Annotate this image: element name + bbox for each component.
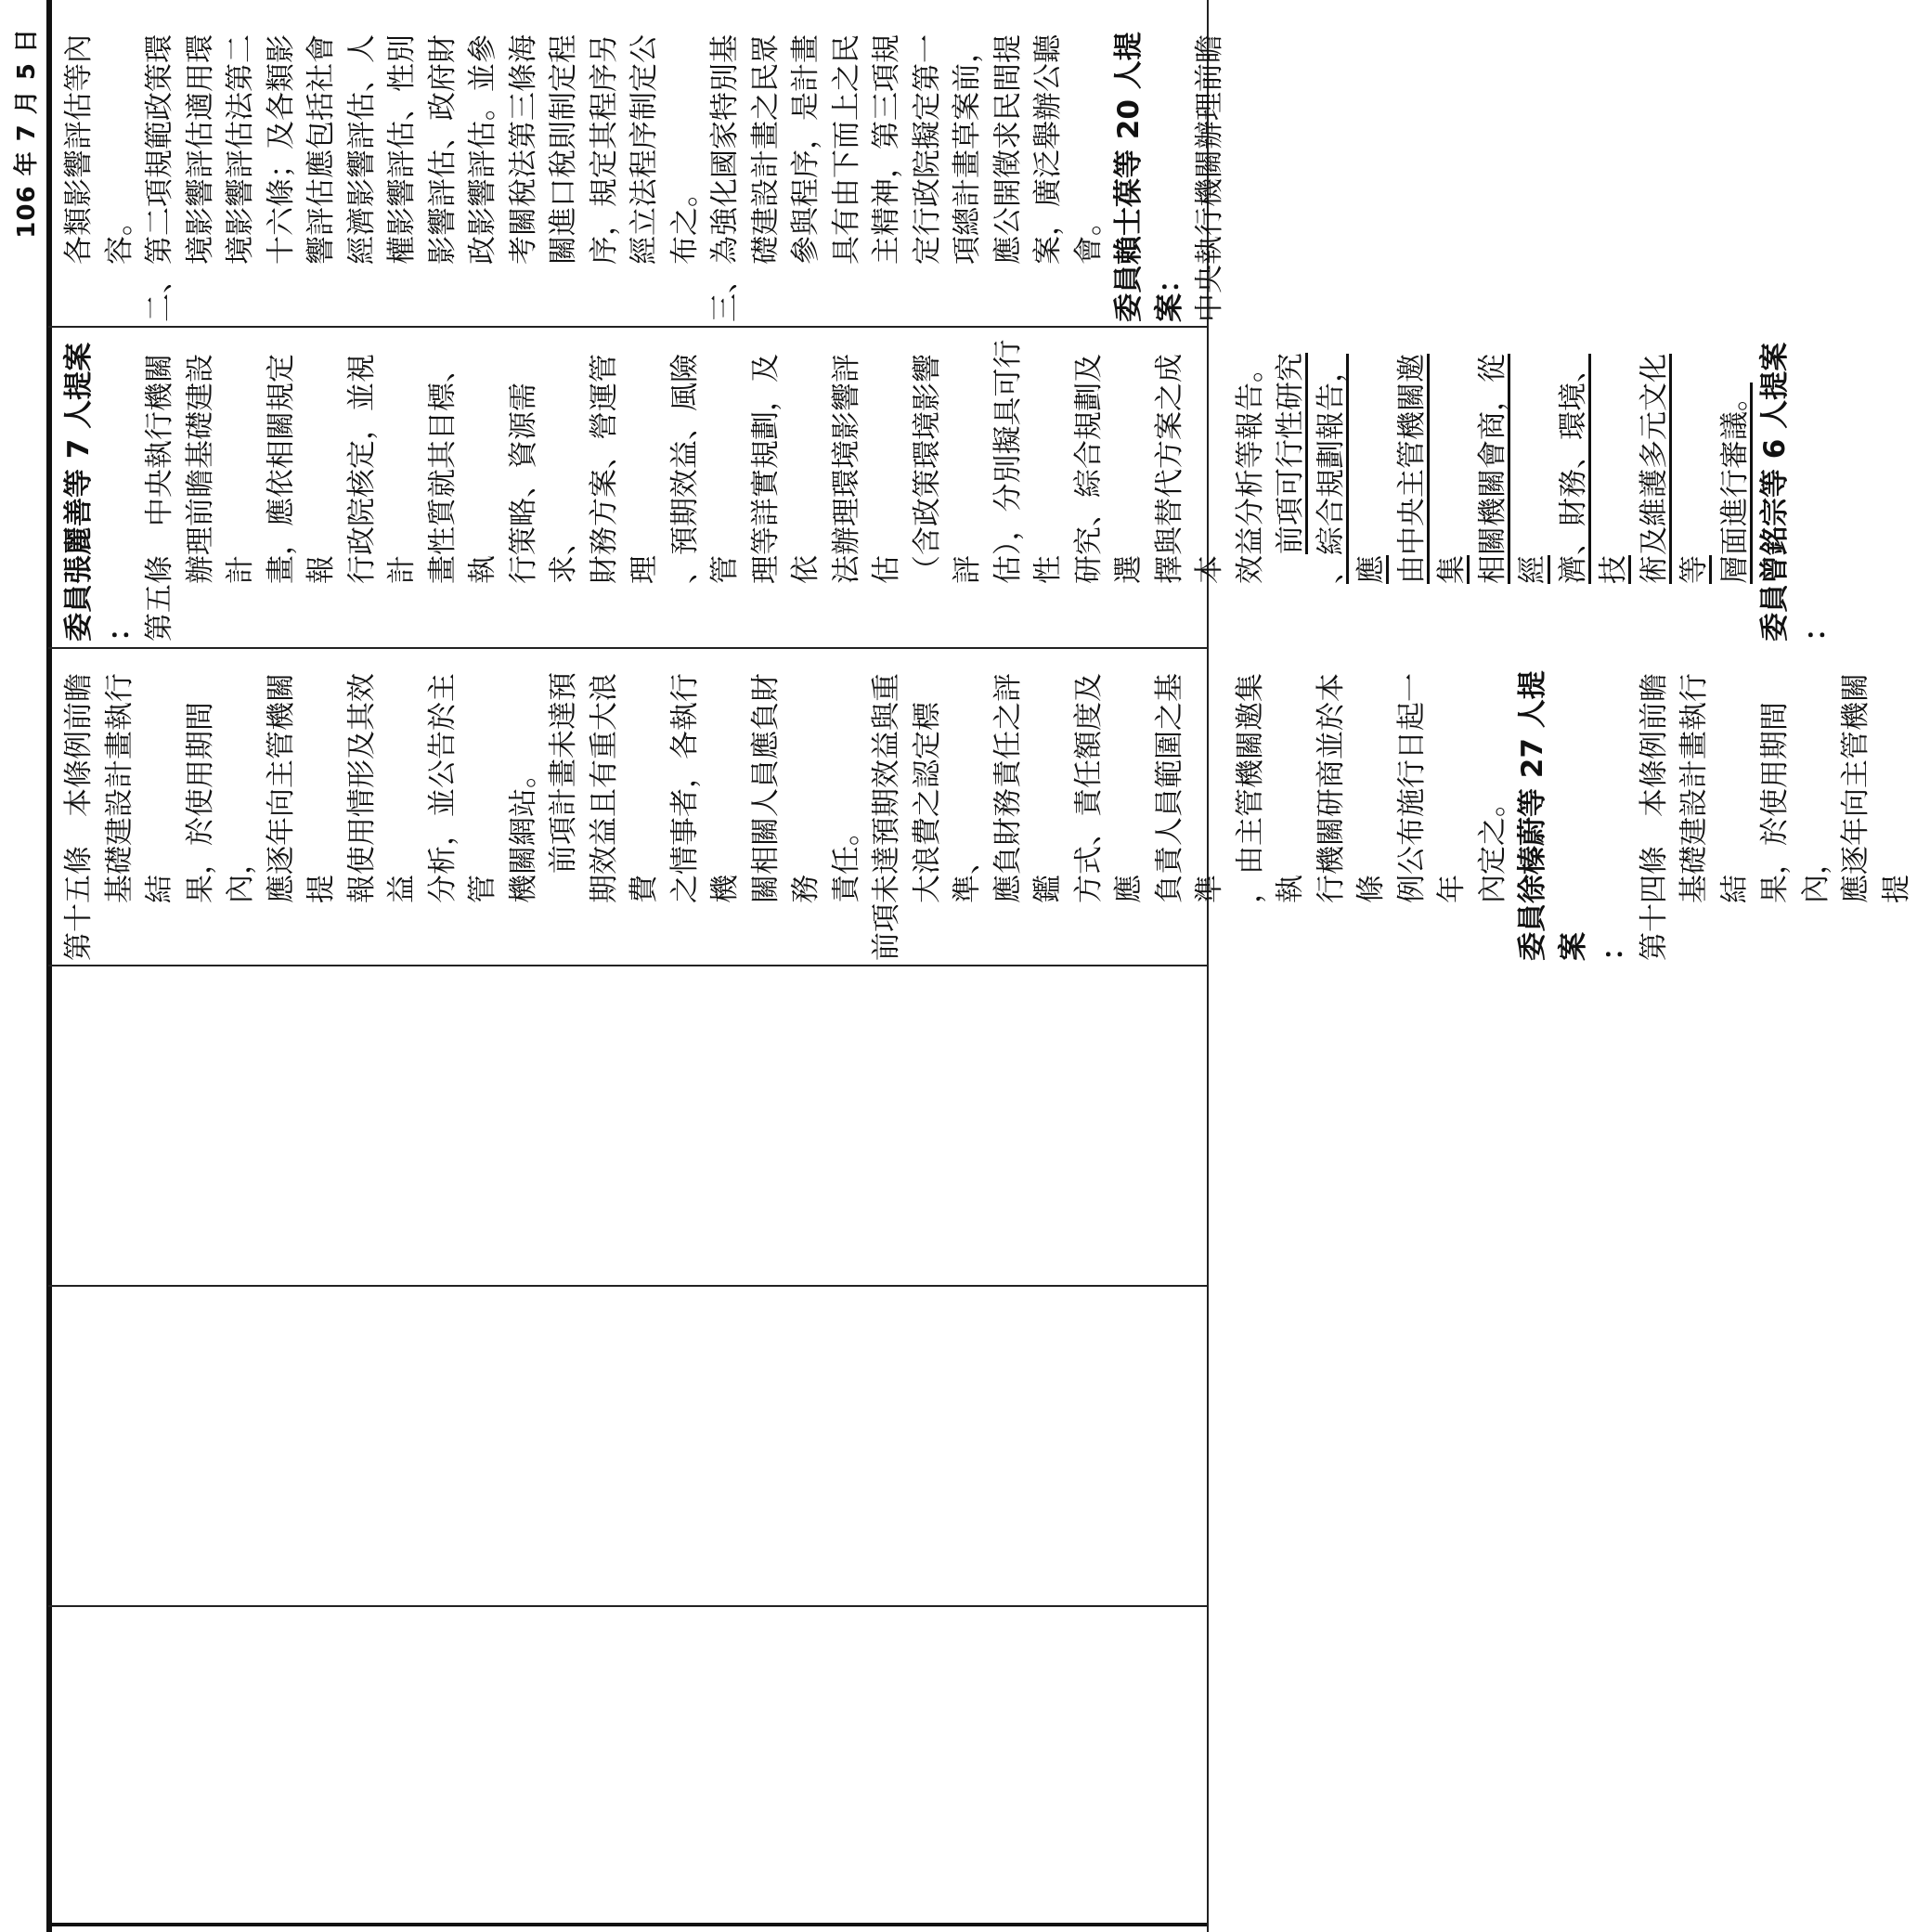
- text-line: 果，於使用期間內，: [1758, 702, 1833, 903]
- text-line: 負責人員範圍之基準: [1152, 673, 1226, 903]
- proposal-heading-lai: 委員賴士葆等 20 人提案：: [1112, 32, 1186, 322]
- text-line: 序，規定其程序另: [587, 34, 621, 265]
- underlined-text: 術及維護多元文化等: [1637, 354, 1711, 584]
- text-line: 會。: [1071, 207, 1106, 265]
- underlined-line: [1554, 331, 1635, 642]
- proposal-heading-colon: ：: [102, 613, 136, 642]
- text-line: 前項未達預期效益與重: [870, 673, 903, 961]
- underlined-text: 、綜合規劃報告，應: [1314, 354, 1388, 584]
- page-header-date: 106 年 7 月 5 日: [13, 28, 41, 239]
- text-line: 應逐年向主管機關提: [264, 673, 338, 903]
- text-line: 參與程序，是計畫: [789, 34, 822, 265]
- text-line: 應負財務責任之評鑑: [991, 673, 1065, 903]
- text-line: 法辦理環境影響評估: [829, 354, 903, 584]
- underlined-text: 層面進行審議。: [1717, 383, 1752, 584]
- text-line: 估），分別擬具可行性: [991, 339, 1065, 584]
- proposal-heading-hsu: 委員徐榛蔚等 27 人提案: [1516, 670, 1590, 961]
- column-divider-middle: [48, 647, 1207, 649]
- text-line: 案，廣泛舉辦公聽: [1031, 34, 1065, 265]
- underlined-text: 由中央主管機關邀集: [1394, 354, 1469, 584]
- text-line: 理等詳實規劃，及依: [748, 354, 822, 584]
- left-edge-rule: [48, 1923, 1207, 1926]
- text-line: 行策略、資源需求、: [506, 383, 580, 584]
- list-item-2: 二、第二項規範政策環: [143, 34, 176, 322]
- text-line: 中央執行機關辦理前瞻: [1193, 34, 1226, 322]
- underlined-line: [1473, 331, 1554, 642]
- column-divider-left: [48, 965, 1207, 966]
- text-line: 礎建設計畫之民眾: [748, 34, 783, 265]
- underlined-text: 濟、財務、環境、技: [1556, 354, 1630, 584]
- column-middle: [59, 331, 1836, 642]
- text-line: 定行政院擬定第一: [910, 34, 944, 265]
- text-line: 政影響評估。並參: [466, 34, 499, 265]
- column-divider-4: [48, 1285, 1207, 1287]
- text-line: 具有由下而上之民: [829, 34, 863, 265]
- article-14-first-line: 第十四條 本條例前瞻: [1637, 673, 1671, 961]
- text-line: 行機關研商並於本條: [1314, 673, 1388, 903]
- text-line: 十六條；及各類影: [264, 34, 298, 265]
- text-line: 關相關人員應負財務: [748, 673, 822, 903]
- text-line: 布之。: [667, 178, 702, 265]
- text-line: 畫性質就其目標、執: [425, 354, 499, 584]
- text-line: 果，於使用期間內，: [183, 702, 257, 903]
- column-right: [59, 6, 1231, 322]
- text-line: 報使用情形及其效益: [344, 673, 419, 903]
- proposal-heading-chang: 委員張麗善等 7 人提案: [62, 342, 96, 642]
- underlined-text: 前項可行性研究: [1274, 353, 1307, 554]
- text-line: 財務方案、營運管理: [587, 354, 661, 584]
- underlined-line: [1392, 331, 1473, 642]
- text-line: 境影響評估法第二: [224, 34, 257, 265]
- text-line: 分析，並公告於主管: [425, 673, 499, 903]
- column-left: [59, 653, 1917, 961]
- column-divider-5: [48, 1605, 1207, 1607]
- proposal-heading-colon: ：: [1597, 932, 1630, 961]
- proposal-heading-colon: ：: [1798, 613, 1833, 642]
- text-line: 經立法程序制定公: [628, 34, 661, 265]
- text-line: 應逐年向主管機關提: [1839, 673, 1913, 903]
- text-line: 研究、綜合規劃及選: [1071, 354, 1146, 584]
- text-line: 效益分析等報告。: [1233, 354, 1267, 584]
- text-line: 關進口稅則制定程: [547, 34, 580, 265]
- underlined-line: [1312, 331, 1392, 642]
- text-line: 責任。: [829, 817, 863, 903]
- underlined-text: 相關機關會商，從經: [1475, 354, 1549, 584]
- text-line: 方式、責任額度及應: [1071, 673, 1146, 903]
- text-line: 經濟影響評估、人: [344, 34, 379, 265]
- text-line: 辦理前瞻基礎建設計: [183, 354, 257, 584]
- text-line: 境影響評估適用環: [183, 34, 217, 265]
- text-line: 內定之。: [1475, 788, 1509, 903]
- text-line: 影響評估、政府財: [425, 34, 460, 265]
- article-15-first-line: 第十五條 本條例前瞻: [62, 673, 96, 961]
- proposal-heading-tseng: 委員曾銘宗等 6 人提案: [1758, 342, 1792, 642]
- text-line: 項總計畫草案前，: [951, 34, 984, 265]
- text-line: 大浪費之認定標準、: [910, 702, 984, 903]
- text-line: 例公布施行日起一年: [1394, 673, 1469, 903]
- text-line: 基礎建設計畫執行結: [102, 673, 176, 903]
- underlined-line: [1271, 331, 1312, 642]
- text-line: 響評估應包括社會: [304, 34, 338, 265]
- underlined-line: [1635, 331, 1716, 642]
- underlined-line: [1716, 331, 1756, 642]
- text-line: （含政策環境影響評: [910, 354, 984, 584]
- text-line: 行政院核定，並視計: [344, 354, 419, 584]
- text-line: 、預期效益、風險管: [667, 354, 742, 584]
- column-divider-right: [48, 326, 1207, 328]
- text-line: 容。: [102, 207, 136, 265]
- text-line: 期效益且有重大浪費: [587, 673, 661, 903]
- text-line: 各類影響評估等內: [62, 34, 96, 265]
- text-line: 之情事者，各執行機: [667, 673, 742, 903]
- text-line: 擇與替代方案之成本: [1152, 354, 1226, 584]
- text-line: 基礎建設計畫執行結: [1677, 673, 1752, 903]
- text-line: 應公開徵求民間提: [991, 34, 1025, 265]
- text-line: 主精神，第三項規: [870, 34, 903, 265]
- article-5-first-line: 第五條 中央執行機關: [143, 354, 176, 642]
- list-item-3: 三、為強化國家特別基: [708, 34, 742, 322]
- text-line: 前項計畫未達預: [547, 672, 580, 874]
- text-line: 機關網站。: [506, 759, 540, 903]
- text-line: ，由主管機關邀集執: [1233, 673, 1307, 903]
- text-line: 考關稅法第三條海: [506, 34, 540, 265]
- text-line: 權影響評估、性別: [385, 34, 419, 265]
- text-line: 畫，應依相關規定報: [264, 354, 338, 584]
